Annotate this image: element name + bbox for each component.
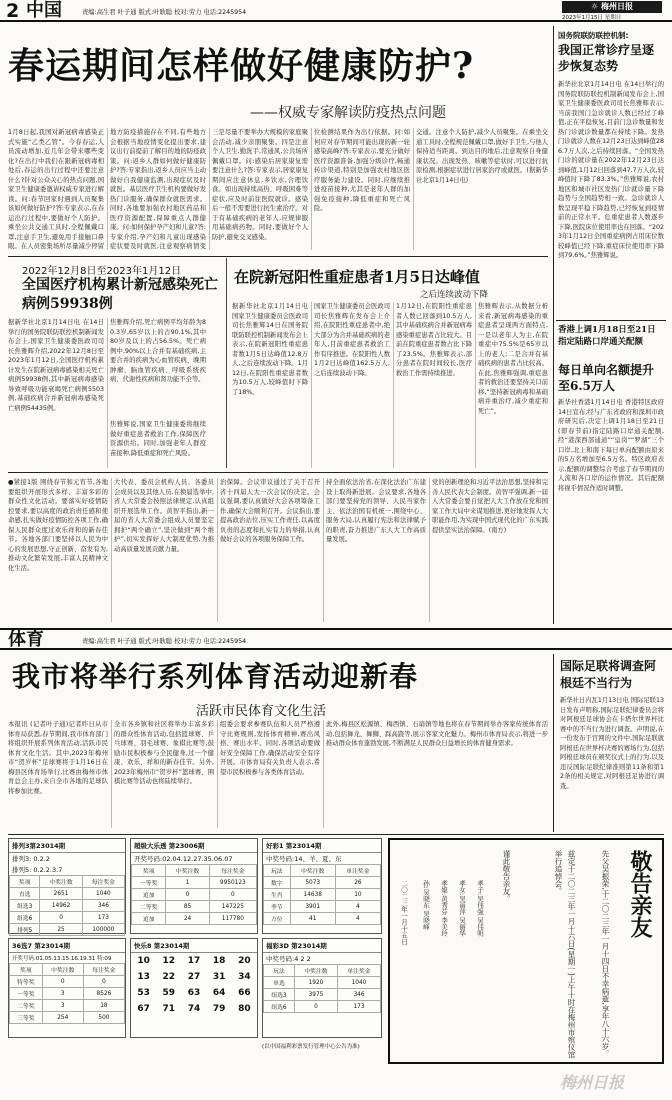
table-cell: 17 bbox=[187, 956, 201, 966]
rt-body: 新华社北京1月14日电 在14日举行的国务院联防联控机制新闻发布会上,国家卫生健康委医政司司长焦雅辉表示,当前我国门急诊就诊人数已经过了峰值,正在平稳恢复,目前门急诊数量和发热门诊就诊数量都在持续下降。发热门诊就诊人数在12月23日达到峰值286.7万人次,之后持续回落。“全国发热门诊的就诊量在2022年12月23日达到峰值,1月12日回落到47.7万人次,较峰值时下降了83.3%。”焦雅辉说,农村地区和城市社区发热门诊就诊量下降趋势与全国趋势相一致。急诊就诊人数呈现平稳下降趋势,已经恢复到疫情前的正常水平。危重症患者人数逐步下降,医院床位使用率也在回落。“2023年1月12日全国重症病例占用床位数较峰值已经下降,重症床位使用率下降到79.6%。”焦雅辉说。 bbox=[558, 81, 664, 259]
lottery-table bbox=[9, 875, 125, 936]
page-number: 2 bbox=[6, 0, 20, 22]
hk-subhead: 每日单向名额提升至6.5万人 bbox=[558, 363, 655, 393]
table-cell: 追加 bbox=[132, 913, 166, 925]
lottery-note: (以中国福利彩票发行管理中心公告为准) bbox=[262, 1044, 360, 1050]
table-cell: 0 bbox=[294, 1001, 337, 1013]
lead-col-4: 位检测结果作为出行依据。问:如何应对春节期间可能出现的新一轮感染高峰?答:专家表示,要充分做好医疗资源准备,加强分级诊疗,畅通转诊渠道,特别是加强农村地区医疗服务能力建设。同时,应继续推进疫苗接种,尤其是老年人群的加强免疫接种,降低重症和死亡风险。 bbox=[314, 129, 410, 212]
table-cell: 173 bbox=[82, 912, 124, 924]
table-cell: 每注奖金 bbox=[209, 865, 256, 877]
lottery-numbers: 中奖号码:4 2 2 bbox=[266, 955, 311, 963]
notice-son: 孝子:吴伟强 吴伟明 bbox=[476, 880, 484, 937]
stats-col-2: 焦雅辉介绍,死亡病例平均年龄为80.3岁,65岁以上的占90.1%,其中80岁及以上的占56.5%。死亡病例中,90%以上合并有基础疾病,主要合并的疾病为心血管疾病、晚期肿瘤、脑血管疾病、呼吸系统疾病、代谢性疾病和肾功能不全等。 bbox=[110, 319, 206, 383]
lottery-title: 排列3第23014期 bbox=[9, 839, 125, 853]
section-title: 中国 bbox=[26, 0, 62, 21]
watermark: 梅州日报 bbox=[560, 1073, 625, 1092]
table-row bbox=[131, 953, 257, 969]
table-cell: 生肖 bbox=[264, 889, 291, 901]
table-cell: 10 bbox=[137, 956, 150, 966]
table-cell: 34 bbox=[238, 972, 251, 982]
table-row bbox=[264, 889, 381, 901]
sports-headline: 我市将举行系列体育活动迎新春 bbox=[12, 660, 419, 693]
table-cell: 方位 bbox=[264, 913, 291, 925]
fifa-headline: 国际足联将调查阿根廷不当行为 bbox=[560, 659, 657, 690]
table-cell: 254 bbox=[42, 1012, 83, 1024]
table-cell: 173 bbox=[337, 1001, 380, 1013]
stats-headline: 全国医疗机构累计新冠感染死亡病例59938例 bbox=[22, 277, 218, 312]
table-cell: 每注奖金 bbox=[83, 964, 124, 976]
logo-icon: ☼ bbox=[591, 2, 601, 11]
table-cell: 单注奖金 bbox=[337, 965, 380, 977]
stats-date-range: 2022年12月8日至2023年1月12日 bbox=[22, 266, 182, 277]
table-row bbox=[131, 985, 257, 1001]
lottery-title: 超级大乐透 第23006期 bbox=[131, 839, 257, 853]
table-cell: 27 bbox=[187, 972, 201, 982]
mid-col-4: 持全面依法治省,在深化法治广东建设上取得新进展。会议要求,各地各部门要坚持党的领导、人民当家作主、依法治国有机统一,围绕中心、服务大局,认真履行宪法和法律赋予的职责,奋力推进广东人大工作高质量发展。 bbox=[326, 479, 426, 543]
table-cell: 66 bbox=[238, 988, 251, 998]
table-row bbox=[264, 913, 381, 925]
table-cell: 中奖注数 bbox=[290, 865, 335, 877]
table-cell: 组选3 bbox=[264, 989, 295, 1001]
lead-col-1: 1月8日起,我国对新冠病毒感染正式实施“乙类乙管”。今春春运,人员流动增加,近几年会带来哪些变化?在出行中我们在跟新冠病毒相处后,春运的出行过程中还要注意什么?针对公众关心的热点问题,国家卫生健康委邀请权威专家进行解读。问:春节回家时遇到人员聚集该如何做好防护?答:专家表示,在春运出行过程中,要做好个人防护。乘坐公共交通工具时,全程佩戴口罩,注意手卫生,避免用手接触口鼻眼。在人员密集场所尽量减少停留 bbox=[8, 129, 104, 250]
severe-col-3: 1月12日,在院阳性重症患者人数已回落到10.5万人,其中基础疾病合并新冠病毒感染重症患者占比较大。目前在院重症患者数占比下降了23.5%。焦雅辉表示,部分患者在院时间较长,医疗救治工作需持续推进。 bbox=[396, 303, 472, 377]
table-cell: 5073 bbox=[290, 877, 335, 889]
table-cell: 26 bbox=[335, 877, 380, 889]
table-cell: 二等奖 bbox=[10, 1000, 43, 1012]
table-row bbox=[132, 889, 257, 901]
table-cell: 三等奖 bbox=[10, 1012, 43, 1024]
lead-headline: 春运期间怎样做好健康防护? bbox=[8, 45, 475, 87]
table-row bbox=[132, 877, 257, 889]
table-cell: 0 bbox=[209, 889, 256, 901]
table-cell: 14962 bbox=[40, 900, 82, 912]
table-cell: 1040 bbox=[82, 888, 124, 900]
table-cell: 100000 bbox=[82, 924, 124, 936]
table-cell: 季节 bbox=[264, 901, 291, 913]
table-row bbox=[132, 901, 257, 913]
lottery-number-grid bbox=[131, 953, 257, 1017]
fifa-body: 新华社日内瓦1月13日电 国际足联13日发布声明称,国际足联纪律委员会将对阿根廷足球协会在卡塔尔世界杯比赛中的不当行为进行调查。声明说,在一份发布于官网的文件中,国际足联就阿根廷在世界杯决赛的赛场行为,包括阿根廷球员在颁奖仪式上的行为,以及违反国际足联纪律准则第11条和第12条的相关规定,对阿根廷足协进行调查。 bbox=[560, 697, 664, 790]
table-cell: 特等奖 bbox=[10, 976, 43, 988]
lottery-box-daletou bbox=[130, 838, 258, 934]
table-cell: 74 bbox=[187, 1004, 201, 1014]
table-cell: 31 bbox=[212, 972, 226, 982]
lottery-title: 36选7 第23014期 bbox=[9, 939, 125, 953]
table-cell: 3975 bbox=[294, 989, 337, 1001]
mid-col-3: 治保障。会议审议通过了关于召开省十四届人大一次会议的决定。会议强调,要认真做好大会各项筹备工作,确保大会顺利召开。会议指出,要提高政治站位,压实工作责任,以高度负责的态度和扎实有力的举措,认真做好会议的各项服务保障工作。 bbox=[220, 479, 320, 543]
table-cell: 玩法 bbox=[264, 865, 291, 877]
table-row bbox=[131, 969, 257, 985]
lottery-table bbox=[263, 964, 381, 1013]
table-cell: 71 bbox=[162, 1004, 176, 1014]
hk-headline: 香港上调1月18日至21日指定陆路口岸通关配额 bbox=[558, 325, 656, 347]
table-cell: 64 bbox=[212, 988, 226, 998]
table-cell: 中奖注数 bbox=[294, 965, 337, 977]
notice-daughter-in-law: 孝媳:黄秀芬 李美玲 bbox=[440, 880, 448, 937]
lead-subhead: ——权威专家解读防疫热点问题 bbox=[250, 105, 446, 121]
severe-col-4: 焦雅辉表示,从数据分析来看,新冠病毒感染的重症患者呈现两方面特点,一是以老年人为主,在院重症中75.5%是65岁以上的老人;二是合并有基础疾病的患者占比较高。在此,焦雅辉强调,重症患者的救治还要坚持关口前移,“坚持新冠病毒和基础病并重治疗,减少重症和死亡”。 bbox=[478, 303, 548, 415]
sports-col-4: 此外,梅县区松源镇、梅西镇、石扇镇等地也将在春节期间举办客家传统体育活动,包括舞龙、舞狮、踩高跷等,展示客家文化魅力。梅州市体育局表示,将进一步推动群众体育蓬勃发展,不断满足人民群众日益增长的体育健身需求。 bbox=[326, 721, 548, 747]
stats-col-2b: 焦雅辉说,国家卫生健康委将继续做好重症患者救治工作,保障医疗资源供给。同时,加强老年人群疫苗接种,降低重症和死亡风险。 bbox=[110, 421, 206, 457]
table-cell: 20 bbox=[238, 956, 251, 966]
lottery-title: 快乐8 第23014期 bbox=[131, 939, 257, 953]
table-cell: 一等奖 bbox=[10, 988, 43, 1000]
table-cell: 25 bbox=[40, 924, 82, 936]
lottery-box-3d bbox=[262, 938, 382, 1038]
table-row bbox=[132, 913, 257, 925]
lottery-box-kuaile8 bbox=[130, 938, 258, 1038]
notice-box bbox=[388, 838, 664, 1064]
page-header bbox=[0, 0, 672, 22]
severe-col-1: 据新华社北京1月14日电 国家卫生健康委员会医政司司长焦雅辉14日在国务院联防联控机制新闻发布会上表示,在院新冠阳性重症患者数1月5日达峰值12.8万人,之后连续波动下降。1月12日,在院阳性重症患者数为10.5万人,较峰值时下降了18%。 bbox=[232, 303, 308, 396]
table-cell: 3 bbox=[42, 1000, 83, 1012]
notice-title: 敬告亲友 bbox=[627, 850, 653, 938]
lottery-numbers: 中奖号码:14、羊、夏、东 bbox=[266, 855, 342, 863]
table-cell: 单选 bbox=[264, 977, 295, 989]
table-cell: 奖项 bbox=[10, 964, 43, 976]
table-cell: 0 bbox=[166, 889, 209, 901]
table-cell: 玩法 bbox=[264, 965, 295, 977]
table-cell: 1 bbox=[166, 877, 209, 889]
lottery-box-pailie3 bbox=[8, 838, 126, 934]
rt-kicker: 国务院联防联控机制: bbox=[558, 31, 629, 40]
table-cell: 每注奖金 bbox=[82, 876, 124, 888]
notice-date: 二〇二三年一月十五日 bbox=[400, 880, 408, 945]
lottery-box-36x7 bbox=[8, 938, 126, 1038]
table-row bbox=[10, 976, 125, 988]
table-cell: 追加 bbox=[132, 889, 166, 901]
lottery-table bbox=[9, 963, 125, 1024]
lead-col-2: 地方防疫措施存在不同,有些地方会根据当地疫情变化提出要求,建议出行前提前了解目的地的防疫政策。问:返乡人群如何做好健康防护?答:专家指出,返乡人员应当主动做好自我健康监测,出现症状及时就医。基层医疗卫生机构要做好发热门诊服务,确保群众就医需求。同时,各地要加强农村地区药品和医疗资源配置,保障重点人群健康。问:如何保护孕产妇和儿童?答:专家介绍,孕产妇和儿童出现感染症状要及时就医,注意观察病情变 bbox=[110, 129, 206, 250]
table-row bbox=[264, 977, 381, 989]
stats-col-1: 据新华社北京1月14日电 在14日举行的国务院联防联控机制新闻发布会上,国家卫生健康委医政司司长焦雅辉介绍,2022年12月8日至2023年1月12日,全国医疗机构累计发生在院新冠病毒感染相关死亡病例59938例,其中新冠病毒感染导致呼吸功能衰竭死亡病例5503例,基础疾病合并新冠病毒感染死亡病例54435例。 bbox=[8, 319, 104, 412]
notice-text-3: 谨此敬告亲友。 bbox=[502, 850, 511, 903]
table-cell: 0 bbox=[83, 976, 124, 988]
lead-col-3: 三是尽量不要举办大规模的家庭聚会活动,减少亲朋聚集。四是注意个人卫生,勤洗手,常通风,公共场所佩戴口罩。问:感染后居家康复需要注意什么?答:专家表示,居家康复期间应注意休息,多饮水,合理饮食。如出现持续高热、呼吸困难等症状,应及时前往医院就诊。感染后一般不需要进行抗生素治疗。对于有基础疾病的老年人,应规律服用基础病药物。同时,要做好个人防护,避免交叉感染。 bbox=[212, 129, 308, 241]
table-cell: 346 bbox=[337, 989, 380, 1001]
lottery-numbers: 开奖号码:02.04.12.27.35.06.07 bbox=[134, 855, 233, 863]
table-row bbox=[10, 924, 125, 936]
table-cell: 24 bbox=[166, 913, 209, 925]
severe-subhead: 之后连续波动下降 bbox=[420, 290, 489, 300]
table-cell: 346 bbox=[82, 900, 124, 912]
table-cell: 53 bbox=[137, 988, 150, 998]
mid-col-2: 大代表、委员会机构人员、各委员会成员以及其他人员,在换届选举中,省人大常委会按照法律规定,认真组织开展选举工作。黄智平指出,新一届的省人大常委会组成人员要坚定拥护“两个确立”,坚决做到“两个维护”,切实发挥好人大制度优势,为推动高质量发展贡献力量。 bbox=[114, 479, 214, 553]
table-cell: 排列5 bbox=[10, 924, 40, 936]
table-cell: 147225 bbox=[209, 901, 256, 913]
sports-section-bar bbox=[0, 628, 672, 650]
table-cell: 4 bbox=[335, 901, 380, 913]
table-row bbox=[10, 988, 125, 1000]
table-cell: 中奖注数 bbox=[166, 865, 209, 877]
table-cell: 中奖注数 bbox=[42, 964, 83, 976]
table-cell: 79 bbox=[212, 1004, 226, 1014]
paper-name: 梅州日报 bbox=[600, 2, 633, 11]
table-cell: 3901 bbox=[290, 901, 335, 913]
table-row bbox=[264, 1001, 381, 1013]
lead-col-5: 交通。注意个人防护,减少人员聚集。在乘坐交通工具时,全程规范佩戴口罩,做好手卫生,与他人保持适当距离。到达目的地后,注意观察自身健康状况。出现发热、咳嗽等症状时,可以进行抗原检测,根据症状进行居家治疗或就医。(据新华社北京1月14日电) bbox=[416, 129, 548, 184]
rt-headline: 我国正常诊疗呈逐步恢复态势 bbox=[558, 43, 655, 73]
lottery-numbers-2: 排列5: 0.2.2.3.7 bbox=[12, 866, 63, 874]
table-row bbox=[10, 1000, 125, 1012]
notice-text-2: 兹定于二〇二三年一月十六日(星期一)上午十时在梅州市殡仪馆举行追悼会。 bbox=[554, 850, 576, 1059]
lottery-title: 福彩3D 第23014期 bbox=[263, 939, 381, 953]
mid-col-1: ●紧接1版 围绕春节和元宵节,各地要组织开展形式多样、丰富多彩的群众性文化活动。要落实好疫情防控要求,要以高度的政治责任感和使命感,扎实做好疫情防控各项工作,确保人民群众度过欢乐祥和的新春佳节。各地各部门要坚持以人民为中心的发展思想,守正创新、奋发有为,推动文化繁荣发展,丰富人民精神文化生活。 bbox=[8, 479, 108, 572]
table-cell: 1920 bbox=[294, 977, 337, 989]
sports-section-title: 体育 bbox=[8, 629, 44, 650]
table-cell: 59 bbox=[162, 988, 176, 998]
table-cell: 0 bbox=[42, 976, 83, 988]
lottery-table bbox=[263, 864, 381, 925]
severe-headline: 在院新冠阳性重症患者1月5日达峰值 bbox=[234, 268, 480, 286]
header-date: 2023年1月15日 星期日 bbox=[562, 15, 622, 21]
table-cell: 3 bbox=[42, 988, 83, 1000]
sports-col-3: 组委会要求参赛队伍和人员严格遵守比赛规则,发扬体育精神,赛出风格、赛出水平。同时,各项活动要做好安全保障工作,确保活动安全有序开展。市体育局有关负责人表示,希望市民积极参与各类体育活动。 bbox=[220, 721, 320, 776]
table-cell: 1040 bbox=[337, 977, 380, 989]
table-cell: 13 bbox=[137, 972, 150, 982]
notice-grandson: 孙:吴晓东 吴晓峰 bbox=[422, 880, 430, 930]
table-cell: 2651 bbox=[40, 888, 82, 900]
table-cell: 9950123 bbox=[209, 877, 256, 889]
table-row bbox=[264, 989, 381, 1001]
mid-col-5: 党的创新理论和习近平法治思想,坚持和完善人民代表大会制度。黄智平强调,新一届人大常委会要自觉把人大工作放在党和国家工作大局中来谋划推进,更好地发挥人大职能作用,为实现中国式现代化的广东实践提供坚实法治保障。(南方) bbox=[432, 479, 548, 534]
table-cell: 中奖注数 bbox=[40, 876, 82, 888]
sports-credits: 责编:高生君 叶子通 版式:叶耿聪 校对:劳力 电话:2245954 bbox=[82, 638, 247, 645]
table-row bbox=[264, 901, 381, 913]
table-row bbox=[10, 1012, 125, 1024]
hk-body: 新华社香港1月14日电 香港特区政府14日宣布,经与广东省政府和深圳市政府研究后,决定上调1月18日至21日(即春节前)指定陆路口岸通关配额,经“港深西部通道”“皇岗”“罗湖”三个口岸,北上和南下每日单向配额由原来的5万名增加至6.5万名。特区政府表示,配额的调整综合考虑了春节期间的人流和各口岸的运作情况。其后配额将视乎情况作适时调整。 bbox=[558, 399, 664, 492]
table-row bbox=[10, 888, 125, 900]
table-cell: 85 bbox=[166, 901, 209, 913]
lottery-table bbox=[131, 864, 257, 925]
lottery-box-haocai1 bbox=[262, 838, 382, 934]
sports-col-2: 全市各乡镇和社区将举办丰富多彩的群众性体育活动,包括篮球赛、乒乓球赛、羽毛球赛、象棋比赛等,鼓励市民积极参与全民健身,过一个健康、欢乐、祥和的新春佳节。另外,2023年梅州市“贺岁杯”篮球赛、围棋比赛等活动也将陆续举行。 bbox=[114, 721, 214, 785]
header-credits: 责编:高生君 叶子通 版式:叶耿聪 校对:劳力 电话:2245954 bbox=[82, 9, 247, 16]
table-cell: 67 bbox=[137, 1004, 150, 1014]
table-cell: 二等奖 bbox=[132, 901, 166, 913]
sports-col-1: 本报讯 (记者叶子通)记者昨日从市体育局获悉,春节期间,我市体育部门将组织开展系列体育活动,活跃市民体育文化生活。其中,2023年梅州市“贺岁杯”足球赛将于1月16日在梅县区体育场举行,比赛由梅州市体育总会主办,来自全市各地的足球队将参加比赛。 bbox=[8, 721, 108, 795]
table-row bbox=[264, 877, 381, 889]
table-cell: 41 bbox=[290, 913, 335, 925]
table-cell: 单注奖金 bbox=[335, 865, 380, 877]
table-cell: 18 bbox=[212, 956, 226, 966]
severe-col-2: 国家卫生健康委员会医政司司长焦雅辉在发布会上介绍,在院阳性重症患者中,绝大部分为合并基础疾病的老年人,目前重症患者救治工作有序推进。在院阳性人数1月2日达峰值162.5万人,之后连续波动下降。 bbox=[314, 303, 390, 377]
table-cell: 0 bbox=[40, 912, 82, 924]
table-row bbox=[10, 912, 125, 924]
notice-text-1: 先父吴振荣,于二〇二三年一月十四日不幸病逝,享年八十六岁。 bbox=[601, 850, 610, 1058]
table-cell: 奖项 bbox=[10, 876, 40, 888]
lottery-numbers: 开奖号码:01.05.13.15.16.19.31 特:09 bbox=[12, 956, 112, 962]
lottery-numbers: 排列3: 0.2.2 bbox=[12, 855, 50, 863]
table-cell: 117780 bbox=[209, 913, 256, 925]
table-cell: 8526 bbox=[83, 988, 124, 1000]
table-cell: 12 bbox=[162, 956, 176, 966]
table-row bbox=[131, 1001, 257, 1017]
notice-daughter: 孝女:吴丽萍 吴丽华 bbox=[458, 880, 466, 937]
table-cell: 500 bbox=[83, 1012, 124, 1024]
table-cell: 4 bbox=[335, 913, 380, 925]
table-cell: 22 bbox=[162, 972, 176, 982]
table-cell: 10 bbox=[335, 889, 380, 901]
table-cell: 奖项 bbox=[132, 865, 166, 877]
table-cell: 18 bbox=[83, 1000, 124, 1012]
table-cell: 80 bbox=[238, 1004, 251, 1014]
table-cell: 数字 bbox=[264, 877, 291, 889]
table-row bbox=[10, 900, 125, 912]
table-cell: 组选6 bbox=[264, 1001, 295, 1013]
table-cell: 一等奖 bbox=[132, 877, 166, 889]
table-cell: 组选6 bbox=[10, 912, 40, 924]
table-cell: 直选 bbox=[10, 888, 40, 900]
table-cell: 14638 bbox=[290, 889, 335, 901]
table-cell: 组选3 bbox=[10, 900, 40, 912]
paper-logo bbox=[562, 1, 662, 13]
table-cell: 63 bbox=[187, 988, 201, 998]
sports-subhead: 活跃市民体育文化生活 bbox=[196, 704, 327, 719]
lottery-title: 好彩1 第23014期 bbox=[263, 839, 381, 853]
